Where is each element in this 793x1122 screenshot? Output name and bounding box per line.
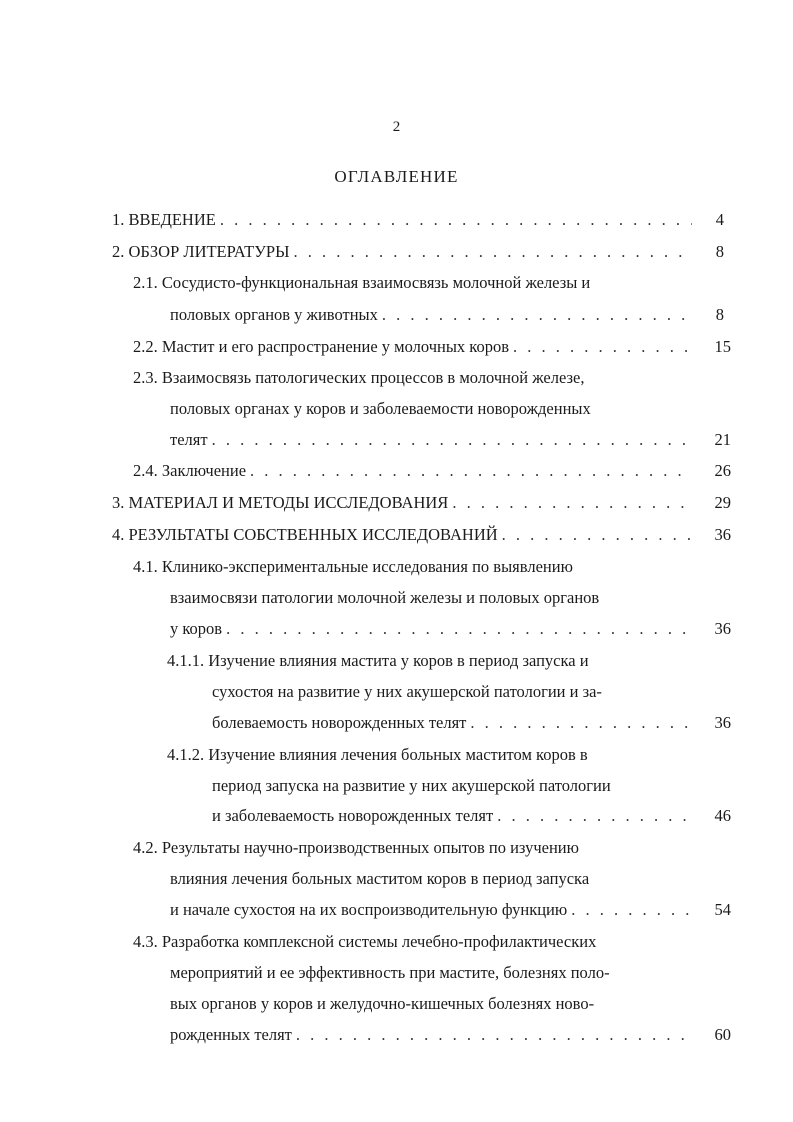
toc-page-number: 60 xyxy=(714,1025,731,1044)
toc-entry-text: 2. ОБЗОР ЛИТЕРАТУРЫ xyxy=(112,242,290,261)
toc-entry-text: 3. МАТЕРИАЛ И МЕТОДЫ ИССЛЕДОВАНИЯ xyxy=(112,493,449,512)
toc-entry-4-1-2[interactable] xyxy=(212,806,696,826)
dot-leader xyxy=(220,210,692,230)
toc-page-number: 15 xyxy=(714,337,731,356)
toc-entry-text: 4. РЕЗУЛЬТАТЫ СОБСТВЕННЫХ ИССЛЕДОВАНИЙ xyxy=(112,525,498,544)
toc-entry-4-3[interactable] xyxy=(170,1025,696,1045)
toc-entry-2-1-line1[interactable]: 2.1. Сосудисто-функциональная взаимосвязь молочной железы и xyxy=(133,273,591,292)
toc-entry-4-1-1-line1[interactable]: 4.1.1. Изучение влияния мастита у коров в период запуска и xyxy=(167,651,589,670)
toc-entry-2-3-line1[interactable]: 2.3. Взаимосвязь патологических процессов в молочной железе, xyxy=(133,368,585,387)
toc-page-number: 46 xyxy=(714,806,731,825)
toc-entry-2-3[interactable] xyxy=(170,430,696,450)
toc-page-number: 21 xyxy=(714,430,731,449)
toc-entry-4-1-1-line2[interactable]: сухостоя на развитие у них акушерской патологии и за- xyxy=(212,682,602,701)
toc-entry-text: телят xyxy=(170,430,208,449)
dot-leader xyxy=(470,713,692,733)
toc-entry-4[interactable] xyxy=(112,525,696,545)
toc-entry-4-1-1[interactable] xyxy=(212,713,696,733)
toc-entry-4-1[interactable] xyxy=(170,619,696,639)
toc-title: ОГЛАВЛЕНИЕ xyxy=(334,167,459,186)
toc-page-number: 8 xyxy=(715,305,724,324)
toc-entry-text: 1. ВВЕДЕНИЕ xyxy=(112,210,216,229)
toc-entry-text: болеваемость новорожденных телят xyxy=(212,713,467,732)
toc-page-number: 36 xyxy=(714,525,731,544)
toc-entry-text: и начале сухостоя на их воспроизводительную функцию xyxy=(170,900,568,919)
dot-leader xyxy=(250,461,692,481)
toc-page-number: 8 xyxy=(715,242,724,261)
toc-entry-text: и заболеваемость новорожденных телят xyxy=(212,806,494,825)
toc-entry-text: у коров xyxy=(170,619,223,638)
toc-entry-2-2[interactable] xyxy=(133,337,696,357)
toc-page-number: 29 xyxy=(714,493,731,512)
toc-page-number: 26 xyxy=(714,461,731,480)
dot-leader xyxy=(296,1025,692,1045)
toc-entry-4-1-line1[interactable]: 4.1. Клинико-экспериментальные исследования по выявлению xyxy=(133,557,573,576)
toc-entry-2[interactable] xyxy=(112,242,696,262)
toc-entry-4-1-line2[interactable]: взаимосвязи патологии молочной железы и половых органов xyxy=(170,588,600,607)
toc-entry-4-2-line2[interactable]: влияния лечения больных маститом коров в период запуска xyxy=(170,869,590,888)
toc-page-number: 36 xyxy=(714,713,731,732)
toc-entry-2-4[interactable] xyxy=(133,461,696,481)
toc-entry-text: рожденных телят xyxy=(170,1025,292,1044)
toc-page-number: 54 xyxy=(714,900,731,919)
toc-entry-4-2[interactable] xyxy=(170,900,696,920)
toc-entry-3[interactable] xyxy=(112,493,696,513)
toc-page-number: 4 xyxy=(715,210,724,229)
toc-entry-2-3-line2[interactable]: половых органах у коров и заболеваемости новорожденных xyxy=(170,399,591,418)
toc-entry-4-1-2-line2[interactable]: период запуска на развитие у них акушерской патологии xyxy=(212,776,611,795)
toc-entry-4-3-line3[interactable]: вых органов у коров и желудочно-кишечных болезнях ново- xyxy=(170,994,595,1013)
toc-entry-4-3-line2[interactable]: мероприятий и ее эффективность при мастите, болезнях поло- xyxy=(170,963,610,982)
toc-entry-4-2-line1[interactable]: 4.2. Результаты научно-производственных опытов по изучению xyxy=(133,838,579,857)
toc-entry-2-1[interactable] xyxy=(170,305,696,325)
dot-leader xyxy=(226,619,692,639)
toc-entry-1[interactable] xyxy=(112,210,696,230)
dot-leader xyxy=(497,806,692,826)
dot-leader xyxy=(571,900,692,920)
toc-entry-4-3-line1[interactable]: 4.3. Разработка комплексной системы лечебно-профилактических xyxy=(133,932,597,951)
dot-leader xyxy=(452,493,692,513)
toc-entry-4-1-2-line1[interactable]: 4.1.2. Изучение влияния лечения больных маститом коров в xyxy=(167,745,588,764)
toc-entry-text: половых органов у животных xyxy=(170,305,378,324)
toc-page-number: 36 xyxy=(714,619,731,638)
dot-leader xyxy=(513,337,692,357)
dot-leader xyxy=(212,430,692,450)
toc-entry-text: 2.2. Мастит и его распространение у молочных коров xyxy=(133,337,510,356)
dot-leader xyxy=(382,305,692,325)
page-number: 2 xyxy=(392,119,401,135)
dot-leader xyxy=(294,242,693,262)
dot-leader xyxy=(502,525,692,545)
toc-entry-text: 2.4. Заключение xyxy=(133,461,247,480)
